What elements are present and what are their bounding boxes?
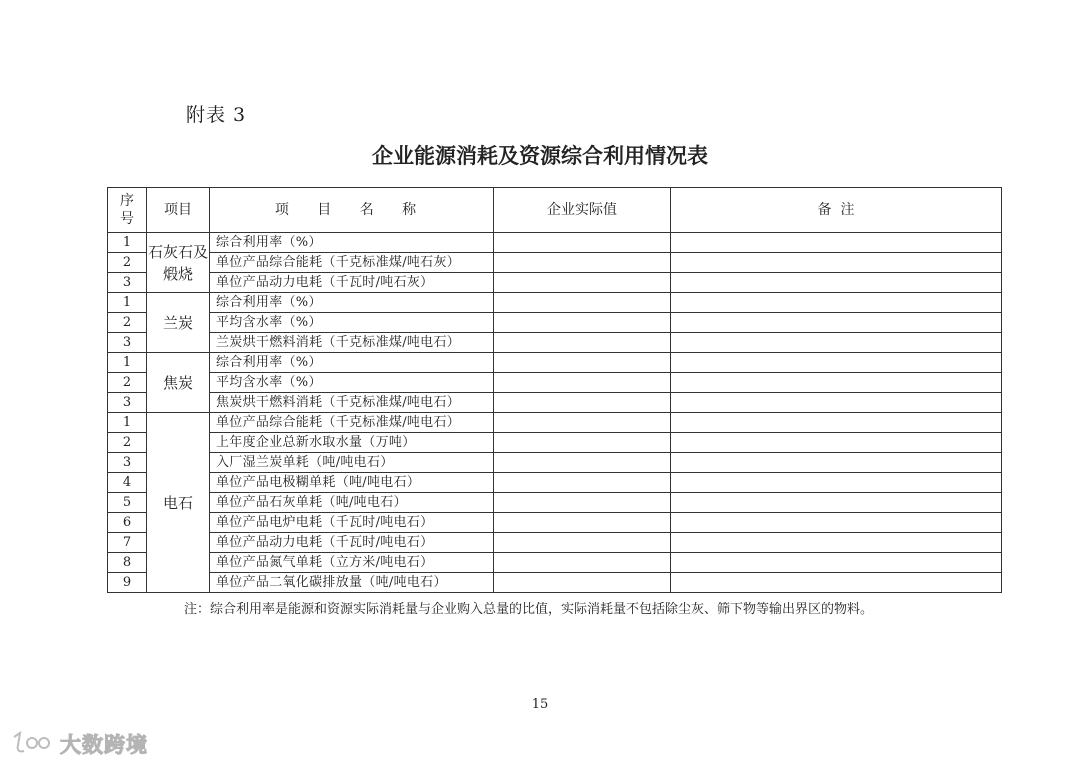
table-row xyxy=(108,513,1002,533)
row-number: 7 xyxy=(108,533,147,553)
remark-cell[interactable] xyxy=(671,273,1002,293)
table-row xyxy=(108,453,1002,473)
row-number: 5 xyxy=(108,493,147,513)
table-row xyxy=(108,573,1002,593)
remark-cell[interactable] xyxy=(671,553,1002,573)
actual-value-cell[interactable] xyxy=(494,293,671,313)
table-body xyxy=(108,233,1002,593)
item-name: 单位产品氮气单耗（立方米/吨电石） xyxy=(210,553,494,573)
item-name: 上年度企业总新水取水量（万吨） xyxy=(210,433,494,453)
table-row xyxy=(108,433,1002,453)
actual-value-cell[interactable] xyxy=(494,453,671,473)
table-row xyxy=(108,373,1002,393)
table-title: 企业能源消耗及资源综合利用情况表 xyxy=(372,144,708,168)
actual-value-cell[interactable] xyxy=(494,533,671,553)
row-number: 2 xyxy=(108,373,147,393)
row-number: 2 xyxy=(108,433,147,453)
header-value: 企业实际值 xyxy=(494,188,671,233)
table-row xyxy=(108,333,1002,353)
actual-value-cell[interactable] xyxy=(494,513,671,533)
item-name: 单位产品二氧化碳排放量（吨/吨电石） xyxy=(210,573,494,593)
table-row xyxy=(108,393,1002,413)
actual-value-cell[interactable] xyxy=(494,413,671,433)
row-number: 8 xyxy=(108,553,147,573)
remark-cell[interactable] xyxy=(671,493,1002,513)
item-name: 入厂湿兰炭单耗（吨/吨电石） xyxy=(210,453,494,473)
category-cell: 兰炭 xyxy=(147,293,210,353)
remark-cell[interactable] xyxy=(671,533,1002,553)
item-name: 单位产品综合能耗（千克标准煤/吨石灰） xyxy=(210,253,494,273)
item-name: 单位产品电极糊单耗（吨/吨电石） xyxy=(210,473,494,493)
table-note: 注：综合利用率是能源和资源实际消耗量与企业购入总量的比值，实际消耗量不包括除尘灰、筛下物等输出界区的物料。 xyxy=(184,602,874,617)
remark-cell[interactable] xyxy=(671,573,1002,593)
watermark-logo-icon xyxy=(10,731,54,757)
table-row xyxy=(108,473,1002,493)
energy-consumption-table xyxy=(107,187,1002,593)
actual-value-cell[interactable] xyxy=(494,373,671,393)
table-row xyxy=(108,553,1002,573)
item-name: 单位产品电炉电耗（千瓦时/吨电石） xyxy=(210,513,494,533)
row-number: 3 xyxy=(108,453,147,473)
table-row xyxy=(108,233,1002,253)
actual-value-cell[interactable] xyxy=(494,573,671,593)
category-cell: 焦炭 xyxy=(147,353,210,413)
remark-cell[interactable] xyxy=(671,453,1002,473)
table-row xyxy=(108,273,1002,293)
item-name: 综合利用率（%） xyxy=(210,233,494,253)
actual-value-cell[interactable] xyxy=(494,253,671,273)
table-header-row xyxy=(108,188,1002,233)
remark-cell[interactable] xyxy=(671,333,1002,353)
watermark-text: 大数跨境 xyxy=(60,733,148,757)
item-name: 综合利用率（%） xyxy=(210,353,494,373)
table-row xyxy=(108,253,1002,273)
watermark xyxy=(10,729,148,759)
row-number: 3 xyxy=(108,393,147,413)
item-name: 平均含水率（%） xyxy=(210,373,494,393)
item-name: 兰炭烘干燃料消耗（千克标准煤/吨电石） xyxy=(210,333,494,353)
header-remark: 备 注 xyxy=(671,188,1002,233)
remark-cell[interactable] xyxy=(671,253,1002,273)
header-no: 序号 xyxy=(108,188,147,233)
item-name: 平均含水率（%） xyxy=(210,313,494,333)
remark-cell[interactable] xyxy=(671,373,1002,393)
table-row xyxy=(108,493,1002,513)
table-row xyxy=(108,353,1002,373)
actual-value-cell[interactable] xyxy=(494,393,671,413)
row-number: 2 xyxy=(108,253,147,273)
row-number: 1 xyxy=(108,413,147,433)
actual-value-cell[interactable] xyxy=(494,473,671,493)
remark-cell[interactable] xyxy=(671,473,1002,493)
item-name: 单位产品综合能耗（千克标准煤/吨电石） xyxy=(210,413,494,433)
row-number: 6 xyxy=(108,513,147,533)
category-cell: 电石 xyxy=(147,413,210,593)
appendix-label: 附表 3 xyxy=(186,104,247,126)
table-row xyxy=(108,413,1002,433)
actual-value-cell[interactable] xyxy=(494,353,671,373)
remark-cell[interactable] xyxy=(671,233,1002,253)
remark-cell[interactable] xyxy=(671,393,1002,413)
row-number: 4 xyxy=(108,473,147,493)
category-cell: 石灰石及煅烧 xyxy=(147,233,210,293)
remark-cell[interactable] xyxy=(671,413,1002,433)
item-name: 单位产品动力电耗（千瓦时/吨电石） xyxy=(210,533,494,553)
remark-cell[interactable] xyxy=(671,513,1002,533)
row-number: 1 xyxy=(108,233,147,253)
remark-cell[interactable] xyxy=(671,313,1002,333)
actual-value-cell[interactable] xyxy=(494,233,671,253)
item-name: 综合利用率（%） xyxy=(210,293,494,313)
item-name: 单位产品石灰单耗（吨/吨电石） xyxy=(210,493,494,513)
page-number: 15 xyxy=(531,697,549,712)
row-number: 3 xyxy=(108,333,147,353)
row-number: 9 xyxy=(108,573,147,593)
item-name: 焦炭烘干燃料消耗（千克标准煤/吨电石） xyxy=(210,393,494,413)
actual-value-cell[interactable] xyxy=(494,333,671,353)
actual-value-cell[interactable] xyxy=(494,493,671,513)
row-number: 2 xyxy=(108,313,147,333)
remark-cell[interactable] xyxy=(671,353,1002,373)
table-row xyxy=(108,293,1002,313)
item-name: 单位产品动力电耗（千瓦时/吨石灰） xyxy=(210,273,494,293)
actual-value-cell[interactable] xyxy=(494,433,671,453)
row-number: 1 xyxy=(108,293,147,313)
table-row xyxy=(108,313,1002,333)
remark-cell[interactable] xyxy=(671,433,1002,453)
header-name: 项 目 名 称 xyxy=(210,188,494,233)
actual-value-cell[interactable] xyxy=(494,273,671,293)
actual-value-cell[interactable] xyxy=(494,553,671,573)
table-row xyxy=(108,533,1002,553)
row-number: 1 xyxy=(108,353,147,373)
header-category: 项目 xyxy=(147,188,210,233)
actual-value-cell[interactable] xyxy=(494,313,671,333)
row-number: 3 xyxy=(108,273,147,293)
remark-cell[interactable] xyxy=(671,293,1002,313)
